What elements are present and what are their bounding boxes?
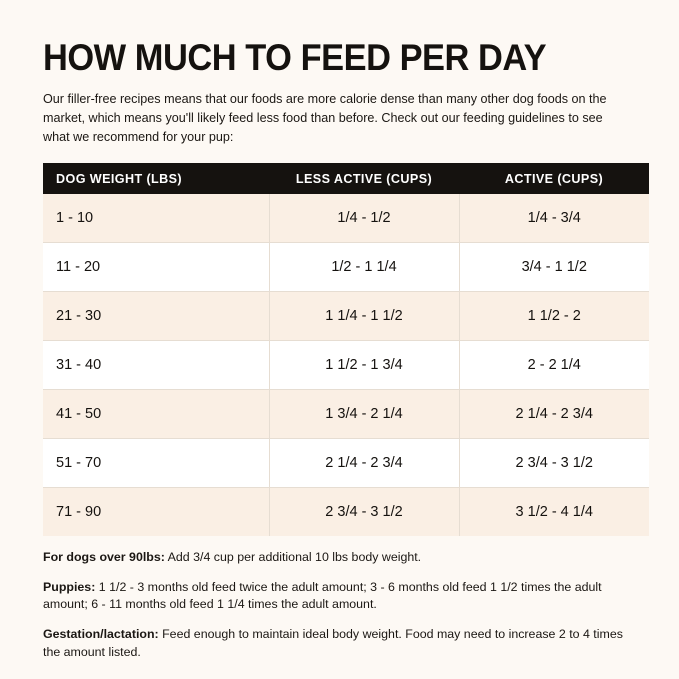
cell-active: 2 3/4 - 3 1/2 xyxy=(459,439,649,488)
cell-less-active: 1/4 - 1/2 xyxy=(269,194,459,243)
cell-less-active: 2 1/4 - 2 3/4 xyxy=(269,439,459,488)
column-header-active: ACTIVE (CUPS) xyxy=(459,163,649,194)
intro-paragraph: Our filler-free recipes means that our foods are more calorie dense than many other dog foods on the market, which means you'll likely feed less food than before. Check out our feeding guidelines to see what we recommend for your pup: xyxy=(43,92,607,144)
cell-active: 3/4 - 1 1/2 xyxy=(459,243,649,292)
cell-less-active: 2 3/4 - 3 1/2 xyxy=(269,488,459,537)
feeding-table xyxy=(43,163,649,536)
cell-less-active: 1 1/4 - 1 1/2 xyxy=(269,292,459,341)
note-over-90lbs xyxy=(43,549,623,567)
cell-less-active: 1 3/4 - 2 1/4 xyxy=(269,390,459,439)
table-row xyxy=(43,390,649,439)
cell-dog-weight: 41 - 50 xyxy=(43,390,269,439)
table-body xyxy=(43,194,649,536)
note-label: Gestation/lactation: xyxy=(43,627,159,642)
note-label: Puppies: xyxy=(43,579,96,594)
table-header-row xyxy=(43,163,649,194)
cell-dog-weight: 1 - 10 xyxy=(43,194,269,243)
notes-section xyxy=(43,549,623,661)
column-header-dog-weight: DOG WEIGHT (LBS) xyxy=(43,163,269,194)
cell-dog-weight: 71 - 90 xyxy=(43,488,269,537)
page-title: HOW MUCH TO FEED PER DAY xyxy=(43,37,547,78)
cell-dog-weight: 21 - 30 xyxy=(43,292,269,341)
table-row xyxy=(43,243,649,292)
column-header-less-active: LESS ACTIVE (CUPS) xyxy=(269,163,459,194)
table-row xyxy=(43,194,649,243)
table-row xyxy=(43,292,649,341)
cell-active: 1/4 - 3/4 xyxy=(459,194,649,243)
cell-active: 1 1/2 - 2 xyxy=(459,292,649,341)
cell-less-active: 1 1/2 - 1 3/4 xyxy=(269,341,459,390)
note-text: Add 3/4 cup per additional 10 lbs body weight. xyxy=(164,550,422,564)
cell-less-active: 1/2 - 1 1/4 xyxy=(269,243,459,292)
table-row xyxy=(43,439,649,488)
note-text: Feed enough to maintain ideal body weight. Food may need to increase 2 to 4 times the amount listed. xyxy=(43,627,623,659)
cell-active: 3 1/2 - 4 1/4 xyxy=(459,488,649,537)
cell-dog-weight: 11 - 20 xyxy=(43,243,269,292)
table-row xyxy=(43,488,649,537)
note-label: For dogs over 90lbs: xyxy=(43,550,165,564)
cell-dog-weight: 51 - 70 xyxy=(43,439,269,488)
cell-dog-weight: 31 - 40 xyxy=(43,341,269,390)
note-text: 1 1/2 - 3 months old feed twice the adult amount; 3 - 6 months old feed 1 1/2 times the adult amount; 6 - 11 months old feed 1 1/4 times the adult amount. xyxy=(43,579,602,612)
table-row xyxy=(43,341,649,390)
cell-active: 2 1/4 - 2 3/4 xyxy=(459,390,649,439)
note-gestation-lactation xyxy=(43,626,623,661)
cell-active: 2 - 2 1/4 xyxy=(459,341,649,390)
table-header xyxy=(43,163,649,194)
note-puppies xyxy=(43,579,623,614)
